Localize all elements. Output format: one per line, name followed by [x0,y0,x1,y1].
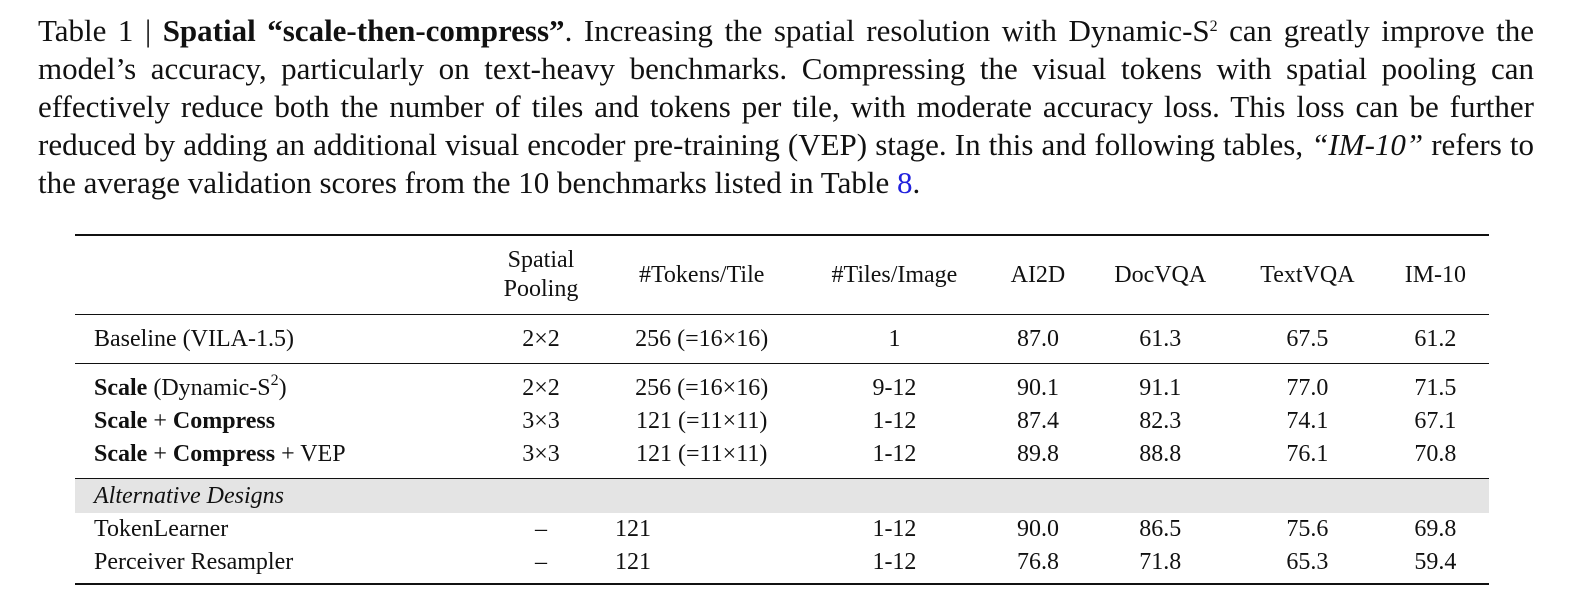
caption-title: Spatial “scale-then-compress” [162,13,565,48]
cell-docvqa: 91.1 [1139,375,1182,401]
table-row-scale-compress-vep [75,438,1489,479]
cell-tokens: 121 [615,549,651,575]
cell-tiles: 1-12 [872,549,917,575]
cell-im10: 69.8 [1414,516,1457,542]
header-im10: IM-10 [1404,261,1467,288]
cell-textvqa: 67.5 [1286,326,1329,352]
cell-im10: 71.5 [1414,375,1457,401]
cell-docvqa: 86.5 [1139,516,1182,542]
cell-im10: 70.8 [1414,441,1457,467]
results-table [75,234,1489,585]
cell-pooling: 2×2 [522,326,560,352]
header-docvqa: DocVQA [1114,261,1207,288]
header-tiles-per-image: #Tiles/Image [831,261,958,288]
caption-table-ref-link[interactable]: 8 [896,165,913,200]
method-bold-scale: Scale [94,408,148,434]
method-bold-compress: Compress [172,441,276,467]
cell-docvqa: 71.8 [1139,549,1182,575]
table-row-scale-compress [75,405,1489,438]
table-header-row [75,235,1489,315]
table-row-scale [75,364,1489,406]
table-row-perceiver-resampler [75,546,1489,584]
cell-tokens: 256 (=16×16) [635,326,769,352]
cell-pooling: 2×2 [522,375,560,401]
cell-ai2d: 90.1 [1016,375,1059,401]
caption-text-2: can greatly improve the model’s accuracy, particularly on text-heavy benchmarks. Compressing the visual tokens with spatial pooling can effectively reduce both the number of tiles and tokens per tile, with moderate accuracy loss. This loss can be further reduced by adding an additional visual encoder pre-training (VEP) stage. In this and following tables, [38,13,1534,162]
cell-method: Perceiver Resampler [94,549,294,575]
header-spatial-pooling [479,235,603,315]
method-superscript: 2 [270,372,279,389]
cell-pooling: 3×3 [522,441,560,467]
method-rest: (Dynamic-S [147,375,271,401]
table-section-row [75,479,1489,514]
cell-ai2d: 87.4 [1016,408,1059,434]
method-plus: + [147,441,173,467]
cell-docvqa: 82.3 [1139,408,1182,434]
cell-pooling: – [535,516,547,542]
method-plus: + [147,408,173,434]
cell-method: Baseline (VILA-1.5) [94,326,294,352]
cell-pooling: 3×3 [522,408,560,434]
header-pooling-line1: Spatial [507,247,575,273]
header-method [75,235,479,315]
table-row-tokenlearner [75,513,1489,546]
cell-tokens: 256 (=16×16) [635,375,769,401]
cell-ai2d: 76.8 [1016,549,1059,575]
cell-im10: 67.1 [1414,408,1457,434]
cell-pooling: – [535,549,547,575]
cell-tokens: 121 (=11×11) [636,441,768,467]
method-bold-scale: Scale [94,441,148,467]
cell-tiles: 1-12 [872,516,917,542]
cell-method [75,438,479,479]
table-caption [38,12,1534,202]
cell-method [75,364,479,406]
cell-textvqa: 65.3 [1286,549,1329,575]
method-bold-compress: Compress [172,408,276,434]
cell-method: TokenLearner [94,516,229,542]
method-rest: + VEP [275,441,346,467]
cell-ai2d: 89.8 [1016,441,1059,467]
cell-tiles: 1 [888,326,901,352]
cell-tiles: 1-12 [872,441,917,467]
table-row-baseline [75,315,1489,364]
method-bold-scale: Scale [94,375,148,401]
section-label-alternative-designs: Alternative Designs [75,479,1489,514]
results-table-container [75,234,1489,585]
cell-textvqa: 74.1 [1286,408,1329,434]
cell-im10: 61.2 [1414,326,1457,352]
cell-docvqa: 88.8 [1139,441,1182,467]
caption-text-4: . [912,165,921,200]
header-tokens-per-tile: #Tokens/Tile [638,261,765,288]
caption-superscript: 2 [1209,18,1218,35]
header-ai2d: AI2D [1010,261,1066,288]
method-close: ) [278,375,287,401]
caption-text-1: . Increasing the spatial resolution with Dynamic-S [564,13,1210,48]
caption-text-3: refers to the average validation scores from the 10 benchmarks listed in Table [38,127,1534,200]
cell-tiles: 1-12 [872,408,917,434]
cell-tokens: 121 (=11×11) [636,408,768,434]
cell-tiles: 9-12 [872,375,917,401]
cell-tokens: 121 [615,516,651,542]
caption-label: Table 1 | [38,13,163,48]
cell-ai2d: 87.0 [1016,326,1059,352]
cell-textvqa: 75.6 [1286,516,1329,542]
cell-docvqa: 61.3 [1139,326,1182,352]
cell-textvqa: 77.0 [1286,375,1329,401]
cell-textvqa: 76.1 [1286,441,1329,467]
header-pooling-line2: Pooling [503,276,579,302]
header-textvqa: TextVQA [1260,261,1355,288]
cell-ai2d: 90.0 [1016,516,1059,542]
caption-im10-term: “IM-10” [1311,127,1424,162]
cell-im10: 59.4 [1414,549,1457,575]
cell-method [75,405,479,438]
